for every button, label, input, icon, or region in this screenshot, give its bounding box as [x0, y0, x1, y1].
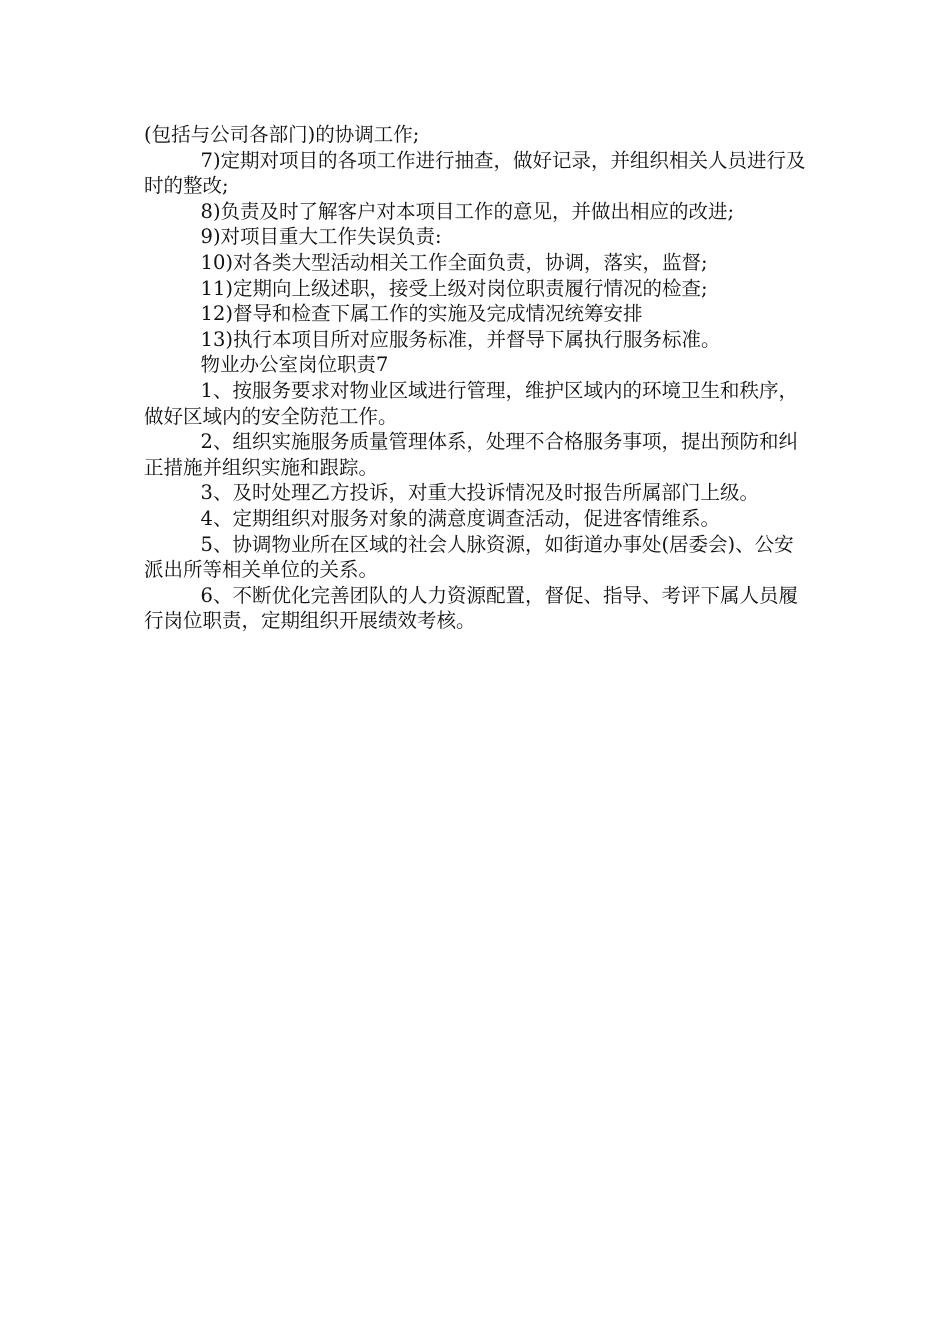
paragraph-item-11: 11)定期向上级述职，接受上级对岗位职责履行情况的检查;: [200, 276, 708, 300]
paragraph-coordination-continued: (包括与公司各部门)的协调工作;: [144, 123, 420, 146]
paragraph-duty-4: 4、定期组织对服务对象的满意度调查活动，促进客情维系。: [200, 506, 720, 530]
paragraph-duty-1: 1、按服务要求对物业区域进行管理，维护区域内的环境卫生和秩序，做好区域内的安全防范工作。: [144, 378, 798, 428]
paragraph-item-9: 9)对项目重大工作失误负责:: [200, 225, 442, 249]
paragraph-item-8: 8)负责及时了解客户对本项目工作的意见，并做出相应的改进;: [200, 199, 735, 223]
paragraph-duty-6: 6、不断优化完善团队的人力资源配置，督促、指导、考评下属人员履行岗位职责，定期组织开展绩效考核。: [144, 583, 798, 633]
paragraph-item-10: 10)对各类大型活动相关工作全面负责，协调，落实，监督;: [200, 250, 708, 274]
paragraph-item-7: 7)定期对项目的各项工作进行抽查，做好记录，并组织相关人员进行及时的整改;: [144, 148, 806, 198]
paragraph-item-13: 13)执行本项目所对应服务标准，并督导下属执行服务标准。: [200, 327, 721, 351]
paragraph-duty-5: 5、协调物业所在区域的社会人脉资源，如街道办事处(居委会)、公安派出所等相关单位的关系。: [144, 532, 794, 582]
document-page: [144, 122, 812, 634]
paragraph-item-12: 12)督导和检查下属工作的实施及完成情况统筹安排: [200, 302, 643, 326]
paragraph-duty-2: 2、组织实施服务质量管理体系，处理不合格服务事项，提出预防和纠正措施并组织实施和跟踪。: [144, 430, 798, 479]
section-heading: 物业办公室岗位职责7: [200, 353, 389, 377]
paragraph-duty-3: 3、及时处理乙方投诉，对重大投诉情况及时报告所属部门上级。: [200, 481, 759, 505]
